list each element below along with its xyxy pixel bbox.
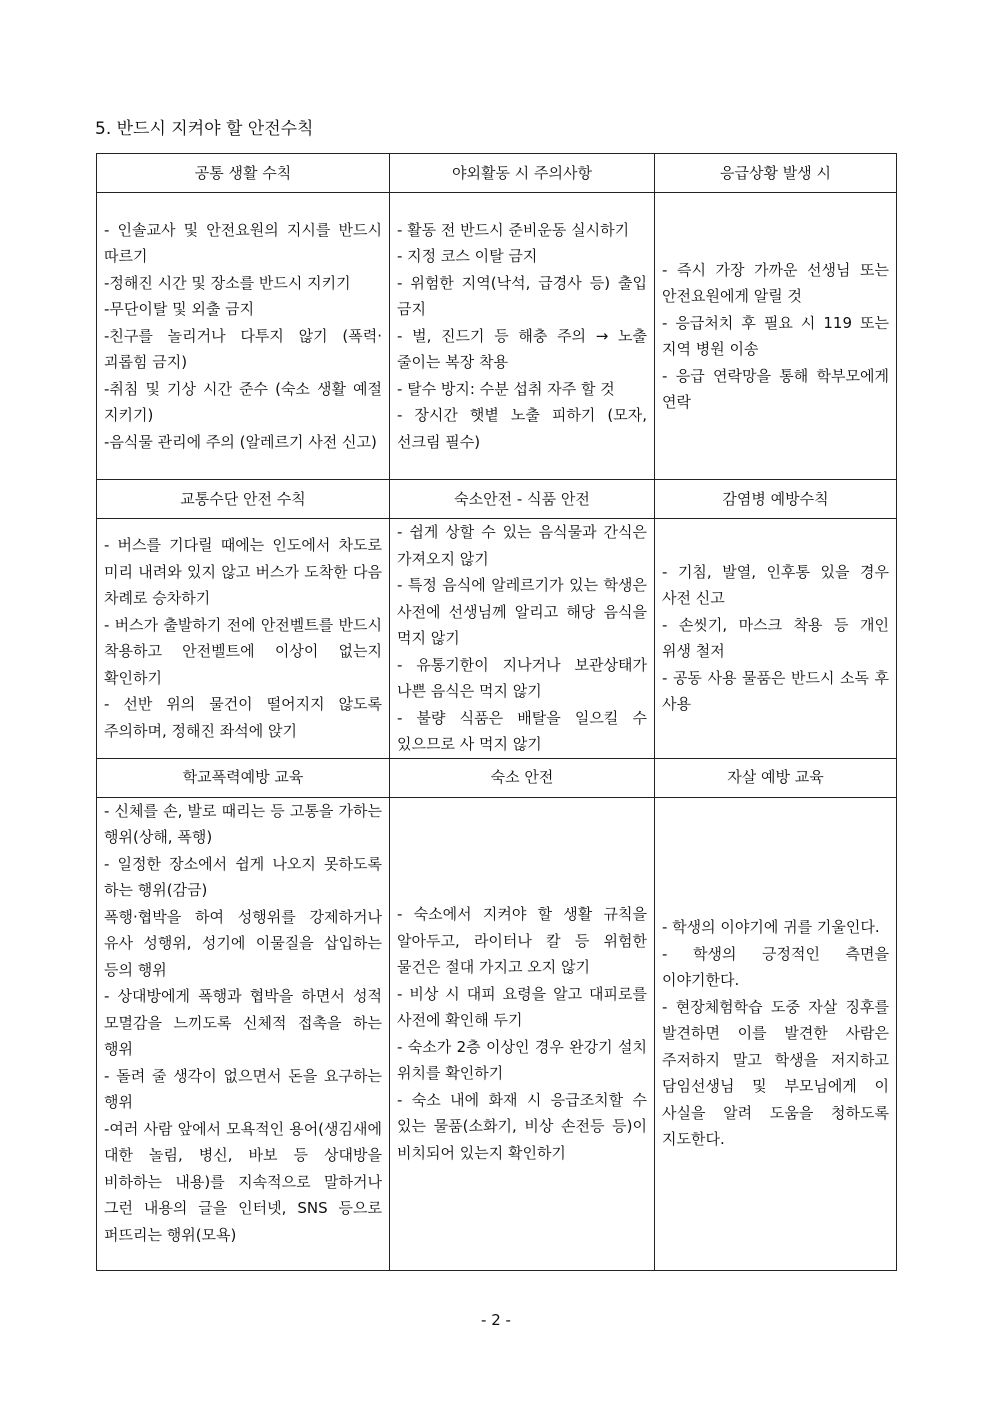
suicide-prevention-item: - 학생의 긍정적인 측면을 이야기한다.	[662, 944, 889, 990]
food-safety-cell	[390, 519, 655, 759]
outdoor-activity-item: - 벌, 진드기 등 해충 주의 → 노출 줄이는 복장 착용	[397, 326, 647, 372]
school-violence-item: - 신체를 손, 발로 때리는 등 고통을 가하는 행위(상해, 폭행)	[104, 801, 382, 846]
outdoor-activity-item: - 활동 전 반드시 준비운동 실시하기	[397, 220, 630, 239]
page-number: - 2 -	[481, 1311, 511, 1329]
lodging-safety-cell	[390, 797, 655, 1270]
suicide-prevention-item: - 현장체험학습 도중 자살 징후를 발견하면 이를 발견한 사람은 주저하지 말고 학생을 저지하고 담임선생님 및 부모님에게 이 사실을 알려 도움을 청하도록 지도한다.	[662, 997, 889, 1149]
suicide-prevention-item: - 학생의 이야기에 귀를 기울인다.	[662, 918, 880, 937]
emergency-item: - 응급처치 후 필요 시 119 또는 지역 병원 이송	[662, 313, 889, 358]
emergency-cell	[655, 193, 897, 480]
food-safety-item: - 특정 음식에 알레르기가 있는 학생은 사전에 선생님께 알리고 해당 음식을 먹지 않기	[397, 576, 647, 647]
food-safety-item: - 불량 식품은 배탈을 일으킬 수 있으므로 사 먹지 않기	[397, 708, 647, 753]
lodging-safety-item: - 숙소가 2층 이상인 경우 완강기 설치 위치를 확인하기	[397, 1037, 647, 1082]
outdoor-activity-item: - 지정 코스 이탈 금지	[397, 247, 538, 266]
transport-safety-item: - 선반 위의 물건이 떨어지지 않도록 주의하며, 정해진 좌석에 앉기	[104, 695, 382, 740]
school-violence-cell	[97, 797, 390, 1270]
outdoor-activity-item: - 위험한 지역(낙석, 급경사 등) 출입 금지	[397, 273, 647, 319]
food-safety-item: - 쉽게 상할 수 있는 음식물과 간식은 가져오지 않기	[397, 523, 647, 568]
school-violence-item: 폭행·협박을 하여 성행위를 강제하거나 유사 성행위, 성기에 이물질을 삽입하는 등의 행위	[104, 907, 382, 979]
lodging-safety-header: 숙소 안전	[390, 758, 655, 797]
lodging-safety-item: - 비상 시 대피 요령을 알고 대피로를 사전에 확인해 두기	[397, 984, 647, 1029]
emergency-item: - 즉시 가장 가까운 선생님 또는 안전요원에게 알릴 것	[662, 260, 889, 305]
emergency-header: 응급상황 발생 시	[655, 154, 897, 193]
lodging-safety-item: - 숙소에서 지켜야 할 생활 규칙을 알아두고, 라이터나 칼 등 위험한 물건은 절대 가지고 오지 않기	[397, 905, 647, 976]
infection-prevention-cell	[655, 519, 897, 759]
infection-prevention-header: 감염병 예방수칙	[655, 480, 897, 519]
transport-safety-item: - 버스를 기다릴 때에는 인도에서 차도로 미리 내려와 있지 않고 버스가 도착한 다음 차례로 승차하기	[104, 536, 382, 608]
outdoor-activity-item: - 장시간 햇볕 노출 피하기 (모자, 선크림 필수)	[397, 406, 647, 451]
common-rules-item: -음식물 관리에 주의 (알레르기 사전 신고)	[104, 432, 377, 451]
infection-prevention-item: - 기침, 발열, 인후통 있을 경우 사전 신고	[662, 562, 889, 608]
safety-rules-table	[96, 153, 897, 1271]
common-rules-cell	[97, 193, 390, 480]
common-rules-item: -정해진 시간 및 장소를 반드시 지키기	[104, 273, 351, 292]
lodging-safety-item: - 숙소 내에 화재 시 응급조치할 수 있는 물품(소화기, 비상 손전등 등)이 비치되어 있는지 확인하기	[397, 1090, 647, 1162]
common-rules-item: -무단이탈 및 외출 금지	[104, 300, 255, 319]
common-rules-item: - 인솔교사 및 안전요원의 지시를 반드시 따르기	[104, 220, 382, 266]
section-heading: 5. 반드시 지켜야 할 안전수칙	[95, 119, 314, 139]
outdoor-activity-header: 야외활동 시 주의사항	[390, 154, 655, 193]
common-rules-header: 공통 생활 수칙	[97, 154, 390, 193]
food-safety-header: 숙소안전 - 식품 안전	[390, 480, 655, 519]
transport-safety-header: 교통수단 안전 수칙	[97, 480, 390, 519]
transport-safety-item: - 버스가 출발하기 전에 안전벨트를 반드시 착용하고 안전벨트에 이상이 없는지 확인하기	[104, 615, 382, 687]
common-rules-item: -취침 및 기상 시간 준수 (숙소 생활 예절 지키기)	[104, 379, 382, 425]
transport-safety-cell	[97, 519, 390, 759]
school-violence-item: -여러 사람 앞에서 모욕적인 용어(생김새에 대한 놀림, 병신, 바보 등 상대방을 비하하는 내용)를 지속적으로 말하거나 그런 내용의 글을 인터넷, SNS 등으로 퍼뜨리는 행위(모욕)	[104, 1119, 382, 1244]
outdoor-activity-item: - 탈수 방지: 수분 섭취 자주 할 것	[397, 379, 615, 398]
school-violence-item: - 일정한 장소에서 쉽게 나오지 못하도록 하는 행위(감금)	[104, 854, 382, 899]
school-violence-item: - 돌려 줄 생각이 없으면서 돈을 요구하는 행위	[104, 1066, 382, 1111]
outdoor-activity-cell	[390, 193, 655, 480]
infection-prevention-item: - 손씻기, 마스크 착용 등 개인 위생 철저	[662, 615, 889, 661]
emergency-item: - 응급 연락망을 통해 학부모에게 연락	[662, 366, 889, 411]
infection-prevention-item: - 공동 사용 물품은 반드시 소독 후 사용	[662, 668, 889, 714]
common-rules-item: -친구를 놀리거나 다투지 않기 (폭력·괴롭힘 금지)	[104, 326, 382, 372]
school-violence-item: - 상대방에게 폭행과 협박을 하면서 성적 모멸감을 느끼도록 신체적 접촉을 하는 행위	[104, 987, 382, 1058]
suicide-prevention-header: 자살 예방 교육	[655, 758, 897, 797]
suicide-prevention-cell	[655, 797, 897, 1270]
school-violence-header: 학교폭력예방 교육	[97, 758, 390, 797]
food-safety-item: - 유통기한이 지나거나 보관상태가 나쁜 음식은 먹지 않기	[397, 655, 647, 700]
